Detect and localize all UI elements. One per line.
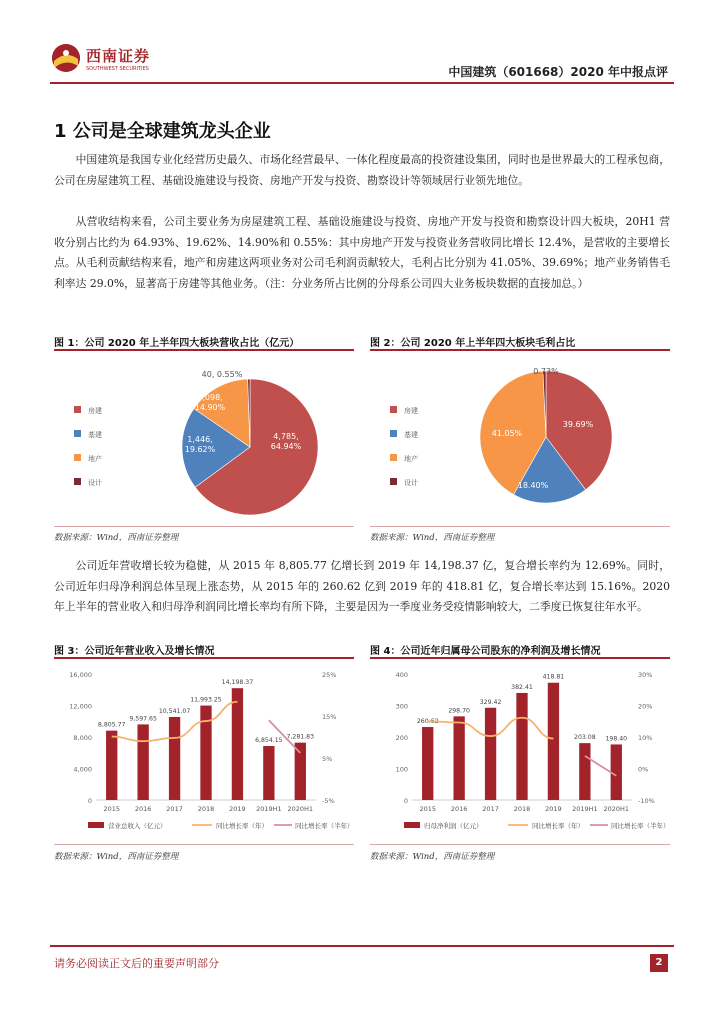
legend-label-design: 设计 <box>88 479 102 487</box>
y-tick-label: 12,000 <box>69 702 92 711</box>
bar-label: 7,281.83 <box>286 733 315 741</box>
y-tick-label: 100 <box>395 765 408 774</box>
legend-swatch-design <box>390 478 397 485</box>
page-number: 2 <box>650 954 668 972</box>
section-heading: 1 公司是全球建筑龙头企业 <box>54 121 271 142</box>
y-tick-label: 8,000 <box>73 734 92 742</box>
legend-label-infra: 基建 <box>88 431 102 439</box>
x-tick-label: 2015 <box>103 805 120 813</box>
bar-2017 <box>169 717 180 800</box>
y-tick-label: 4,000 <box>73 765 92 774</box>
legend-label-infra: 基建 <box>404 431 418 439</box>
y2-tick-label: 15% <box>322 713 337 721</box>
bar-label: 298.70 <box>448 707 470 715</box>
bar-label: 418.81 <box>542 673 565 681</box>
bar-label: 260.62 <box>416 718 439 726</box>
y2-tick-label: 25% <box>322 671 337 679</box>
bar-label: 10,541.07 <box>158 707 191 715</box>
pie2-label-realestate: 41.05% <box>491 429 523 438</box>
x-tick-label: 2015 <box>419 805 436 813</box>
bar-label: 11,993.25 <box>190 696 222 704</box>
y2-tick-label: -10% <box>638 797 655 805</box>
bar-label: 203.08 <box>574 734 596 742</box>
y-tick-label: 0 <box>403 797 408 805</box>
bar-label: 6,854.15 <box>255 737 283 745</box>
figure-1-title: 图 1：公司 2020 年上半年四大板块营收占比（亿元） <box>54 338 300 349</box>
legend-label-yoy-half: 同比增长率（半年） <box>295 822 354 830</box>
figure-2-source: 数据来源：Wind，西南证券整理 <box>370 533 495 543</box>
x-tick-label: 2019H1 <box>256 805 282 813</box>
y-tick-label: 300 <box>395 702 408 711</box>
logo-name: 西南证券 <box>86 47 151 65</box>
legend-swatch-housing <box>390 406 397 413</box>
pie1-label-infra: 1,446, 19.62% <box>184 435 216 454</box>
legend-label-housing: 房建 <box>404 407 418 415</box>
bar-2017 <box>485 708 496 800</box>
legend-label-design: 设计 <box>404 479 418 487</box>
y2-tick-label: 20% <box>638 702 653 711</box>
figure-2-bottom-rule <box>370 526 670 527</box>
report-title: 中国建筑（601668）2020 年中报点评 <box>448 65 668 79</box>
bar-label: 382.41 <box>511 683 533 691</box>
x-tick-label: 2017 <box>166 805 183 813</box>
pie1-legend <box>74 406 102 487</box>
paragraph-3: 公司近年营收增长较为稳健，从 2015 年 8,805.77 亿增长到 2019 年 14,198.37 亿，复合增长率约为 12.69%。同时，公司近年归母净利润总体呈现上涨态势，从 2015 年的 260.62 亿到 2019 年的 418.81 亿，复合增长率达到 15.16%。2020 年上半年的营业收入和归母净利润同比增长率均有所下降，主要是因为一季度业务受疫情影响较大，二季度已恢复往年水平。 <box>54 559 670 613</box>
bar-2020H1 <box>295 743 306 800</box>
y-tick-label: 200 <box>395 734 408 742</box>
footer-notice: 请务必阅读正文后的重要声明部分 <box>54 957 219 970</box>
bar-2016 <box>453 716 464 800</box>
pie1-label-realestate: 1,098, 14.90% <box>194 393 226 412</box>
x-tick-label: 2019 <box>229 805 246 813</box>
paragraph-2: 从营收结构来看，公司主要业务为房屋建筑工程、基础设施建设与投资、房地产开发与投资和勘察设计四大板块，20H1 营收分别占比约为 64.93%、19.62%、14.90%和 0.55%：其中房地产开发与投资业务营收同比增长 12.4%，是营收的主要增长点。从毛利贡献结构来看，地产和房建这两项业务对公司毛利润贡献较大，毛利占比分别为 41.05%、39.69%；地产业务销售毛利率达 29.0%，显著高于房建等其他业务。（注：分业务所占比例的分母系公司四大业务板块数据的直接加总。） <box>54 215 670 290</box>
legend-swatch-realestate <box>74 454 81 461</box>
pie2-label-housing: 39.69% <box>562 420 594 429</box>
header-rule <box>50 82 674 84</box>
x-tick-label: 2020H1 <box>287 805 314 813</box>
legend-label-bar: 归母净利润（亿元） <box>424 822 483 830</box>
legend-label-housing: 房建 <box>88 407 102 415</box>
legend-swatch-housing <box>74 406 81 413</box>
legend-label-realestate: 地产 <box>88 455 102 463</box>
bar-2019 <box>232 688 243 800</box>
figure-2-rule <box>370 349 670 351</box>
pie2-label-infra: 18.40% <box>517 481 549 490</box>
legend-swatch-bar <box>404 822 420 828</box>
legend-label-bar: 营业总收入（亿元） <box>108 822 167 830</box>
legend-label-yoy-half: 同比增长率（半年） <box>611 822 670 830</box>
legend-swatch-design <box>74 478 81 485</box>
x-tick-label: 2018 <box>513 805 531 813</box>
figure-1-bottom-rule <box>54 526 354 527</box>
bar-label: 8,805.77 <box>97 721 126 729</box>
y2-tick-label: 5% <box>322 755 333 763</box>
legend-label-yoy: 同比增长率（年） <box>532 822 584 830</box>
paragraph-1: 中国建筑是我国专业化经营历史最久、市场化经营最早、一体化程度最高的投资建设集团，同时也是世界最大的工程承包商，公司在房屋建筑工程、基础设施建设与投资、房地产开发与投资、勘察设计等领域居行业领先地位。 <box>54 153 670 187</box>
y2-tick-label: 0% <box>638 765 649 774</box>
figure-4-title: 图 4：公司近年归属母公司股东的净利润及增长情况 <box>370 646 601 657</box>
pie1-label-design: 40, 0.55% <box>201 370 243 379</box>
legend-swatch-infra <box>74 430 81 437</box>
logo-icon <box>52 44 80 72</box>
figure-1-source: 数据来源：Wind，西南证券整理 <box>54 533 179 543</box>
y-tick-label: 16,000 <box>69 671 92 679</box>
figure-2-title: 图 2：公司 2020 年上半年四大板块毛利占比 <box>370 338 576 349</box>
bar-2019 <box>548 683 559 800</box>
figure-4-rule <box>370 657 670 659</box>
logo-subtitle: SOUTHWEST SECURITIES <box>86 66 149 72</box>
y2-tick-label: -5% <box>322 797 335 805</box>
bar-label: 9,597.65 <box>129 715 157 723</box>
bar-2018 <box>516 693 527 800</box>
x-tick-label: 2019H1 <box>572 805 598 813</box>
legend-label-realestate: 地产 <box>404 455 418 463</box>
legend-swatch-realestate <box>390 454 397 461</box>
x-tick-label: 2016 <box>134 805 152 813</box>
figure-3-bar-chart <box>54 660 354 842</box>
y2-tick-label: 10% <box>638 734 653 742</box>
figure-3-bottom-rule <box>54 844 354 845</box>
x-tick-label: 2020H1 <box>603 805 630 813</box>
footer-rule <box>50 945 674 947</box>
bar-label: 329.42 <box>479 698 502 706</box>
figure-2-pie-chart <box>370 352 670 524</box>
bar-2016 <box>137 724 148 800</box>
pie1-label-housing: 4,785, 64.94% <box>270 432 302 451</box>
figure-1-rule <box>54 349 354 351</box>
legend-swatch-bar <box>88 822 104 828</box>
x-tick-label: 2018 <box>197 805 215 813</box>
y2-tick-label: 30% <box>638 671 653 679</box>
figure-4-source: 数据来源：Wind，西南证券整理 <box>370 852 495 862</box>
bar-2019H1 <box>263 746 274 800</box>
x-tick-label: 2017 <box>482 805 499 813</box>
figure-4-bar-chart <box>370 660 670 842</box>
y-tick-label: 0 <box>87 797 92 805</box>
bar-2019H1 <box>579 743 590 800</box>
legend-swatch-infra <box>390 430 397 437</box>
x-tick-label: 2019 <box>545 805 562 813</box>
bar-label: 14,198.37 <box>221 679 254 687</box>
legend-label-yoy: 同比增长率（年） <box>216 822 268 830</box>
bar-2015 <box>422 727 433 800</box>
bar-label: 198.40 <box>605 735 628 743</box>
figure-3-source: 数据来源：Wind，西南证券整理 <box>54 852 179 862</box>
pie2-legend <box>390 406 418 487</box>
figure-1-pie-chart <box>54 352 354 524</box>
figure-3-title: 图 3：公司近年营业收入及增长情况 <box>54 646 215 657</box>
pie2-label-design: 0.73% <box>533 367 559 376</box>
bar-2015 <box>106 731 117 800</box>
x-tick-label: 2016 <box>450 805 468 813</box>
y-tick-label: 400 <box>395 671 408 679</box>
figure-4-bottom-rule <box>370 844 670 845</box>
figure-3-rule <box>54 657 354 659</box>
